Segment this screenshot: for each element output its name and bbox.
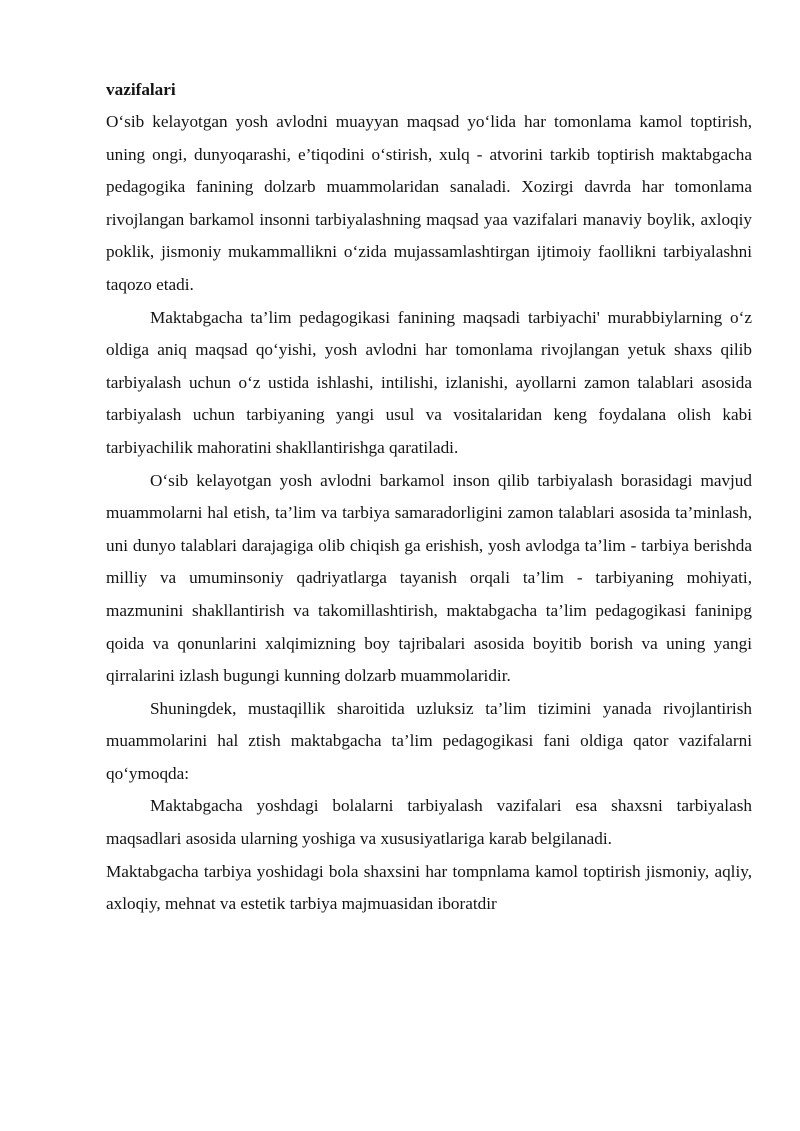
paragraph-1: O‘sib kelayotgan yosh avlodni muayyan maqsad yo‘lida har tomonlama kamol toptirish, uning ongi, dunyoqarashi, e’tiqodini o‘stirish, xulq - atvorini tarkib toptirish maktabgacha pedagogika fanining dolzarb muammolaridan sanaladi. Xozirgi davrda har tomonlama rivojlangan barkamol insonni tarbiyalashning maqsad yaa vazifalari manaviy boylik, axloqiy poklik, jismoniy mukammallikni o‘zida mujassamlashtirgan ijtimoiy faollikni tarbiyalashni taqozo etadi. — [106, 112, 752, 294]
paragraph-3: O‘sib kelayotgan yosh avlodni barkamol inson qilib tarbiyalash borasidagi mavjud muammolarni hal etish, ta’lim va tarbiya samaradorligini zamon talablari asosida ta’minlash, uni dunyo talablari darajagiga olib chiqish ga erishish, yosh avlodga ta’lim - tarbiya berishda milliy va umuminsoniy qadriyatlarga tayanish orqali ta’lim - tarbiyaning mohiyati, mazmunini shakllantirish va takomillashtirish, maktabgacha ta’lim pedagogikasi faninipg qoida va qonunlarini xalqimizning boy tajribalari asosida boyitib borish va uning yangi qirralarini izlash bugungi kunning dolzarb muammolaridir. — [106, 470, 752, 686]
paragraph-5: Maktabgacha yoshdagi bolalarni tarbiyalash vazifalari esa shaxsni tarbiyalash maqsadlari asosida ularning yoshiga va xususiyatlariga karab belgilanadi. — [106, 796, 752, 849]
section-heading: vazifalari — [106, 80, 176, 99]
paragraph-4: Shuningdek, mustaqillik sharoitida uzluksiz ta’lim tizimini yanada rivojlantirish muammolarini hal ztish maktabgacha ta’lim pedagogikasi fani oldiga qator vazifalarni qo‘ymoqda: — [106, 698, 752, 783]
paragraph-2: Maktabgacha ta’lim pedagogikasi fanining maqsadi tarbiyachi' murabbiylarning o‘z oldiga aniq maqsad qo‘yishi, yosh avlodni har tomonlama rivojlangan yetuk shaxs qilib tarbiyalash uchun o‘z ustida ishlashi, intilishi, izlanishi, ayollarni zamon talablari asosida tarbiyalash uchun tarbiyaning yangi usul va vositalaridan keng foydalana olish kabi tarbiyachilik mahoratini shakllantirishga qaratiladi. — [106, 307, 752, 457]
document-page — [106, 74, 752, 921]
paragraph-6: Maktabgacha tarbiya yoshidagi bola shaxsini har tompnlama kamol toptirish jismoniy, aqliy, axloqiy, mehnat va estetik tarbiya majmuasidan iboratdir — [106, 861, 752, 914]
